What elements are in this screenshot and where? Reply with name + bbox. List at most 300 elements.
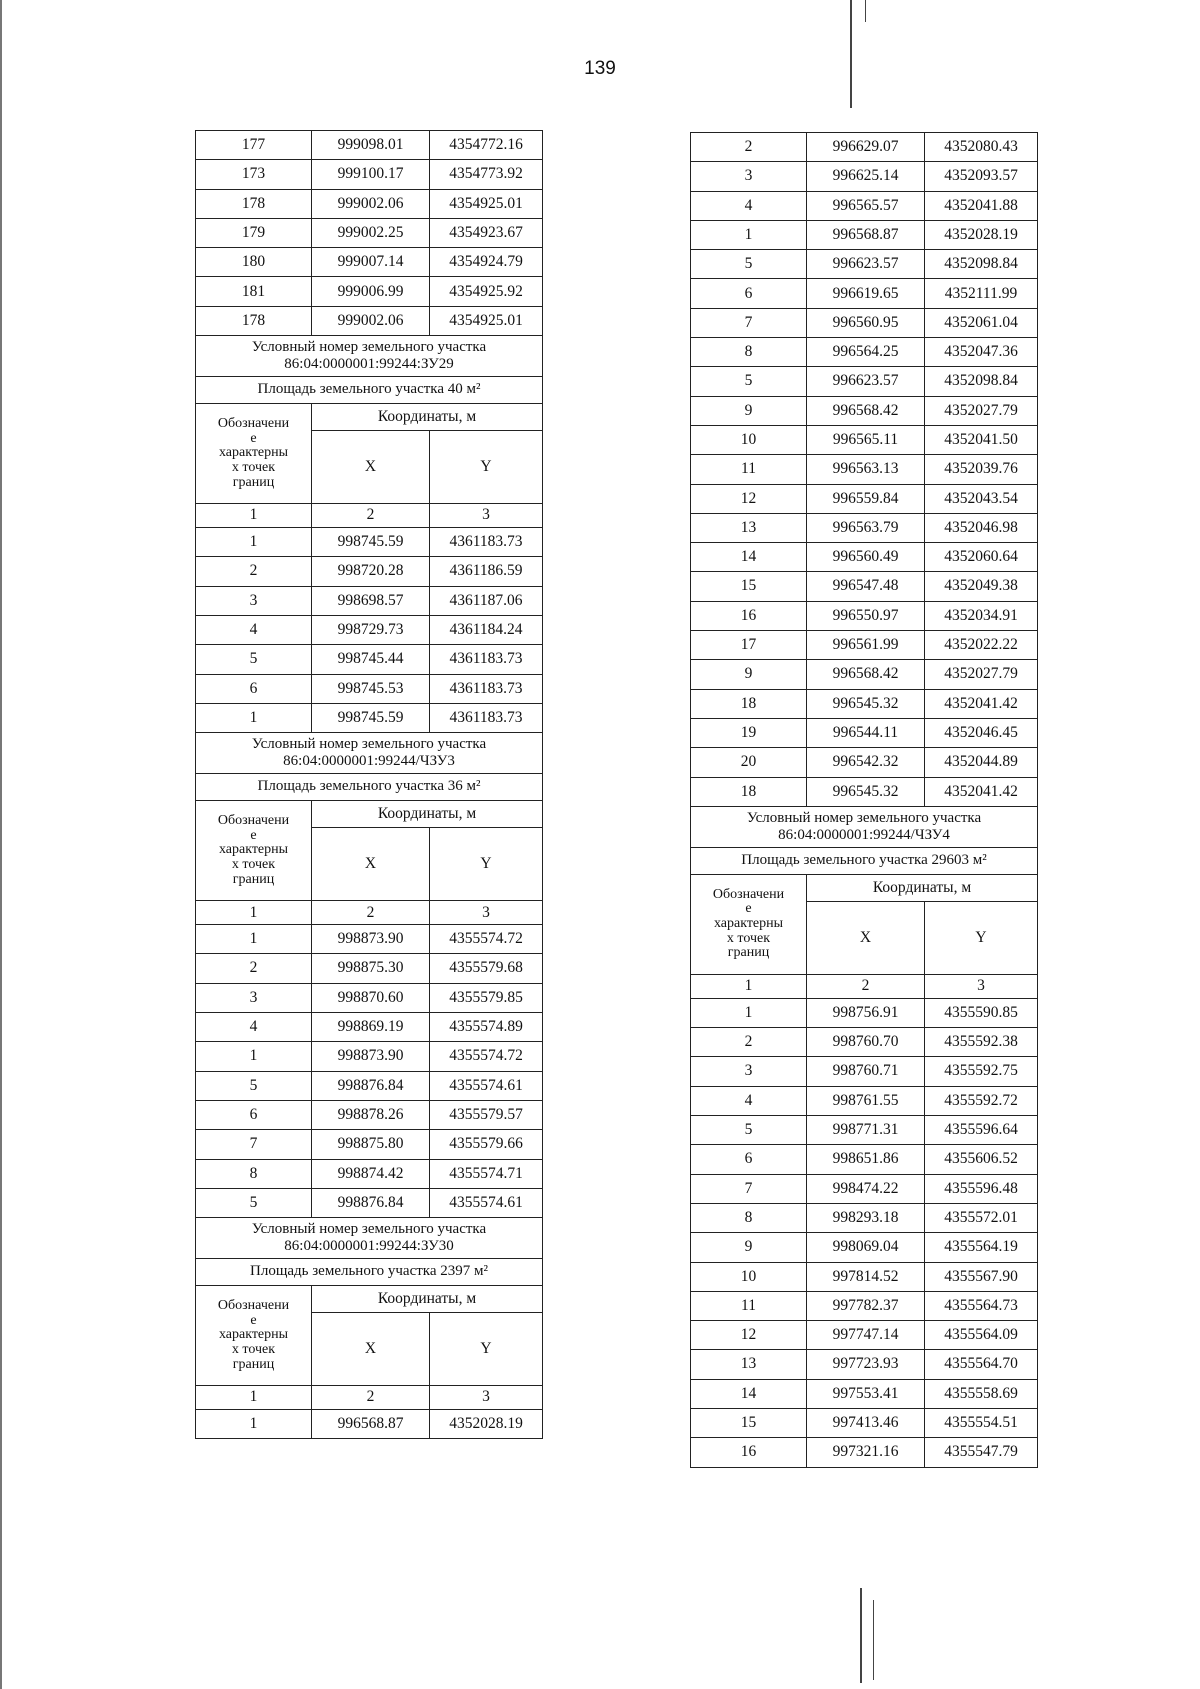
x-coordinate-cell: 996550.97 [807,601,925,630]
section-title-row [691,806,1038,847]
title-line: Условный номер земельного участка [746,809,982,826]
y-coordinate-cell: 4355579.66 [430,1130,543,1159]
y-header: Y [430,1313,543,1386]
y-coordinate-cell: 4352093.57 [925,162,1038,191]
x-coordinate-cell: 998878.26 [312,1100,430,1129]
point-number-cell: 5 [691,1116,807,1145]
y-coordinate-cell: 4355592.38 [925,1028,1038,1057]
point-number-cell: 7 [691,1174,807,1203]
x-coordinate-cell: 998870.60 [312,983,430,1012]
y-coordinate-cell: 4352044.89 [925,748,1038,777]
y-coordinate-cell: 4352043.54 [925,484,1038,513]
point-number-cell: 9 [691,1233,807,1262]
table-row [196,983,543,1012]
header-line: х точек [231,1341,276,1357]
y-coordinate-cell: 4355554.51 [925,1408,1038,1437]
table-row [691,1116,1038,1145]
section-title-row [196,336,543,377]
header-line: характерны [218,1327,289,1343]
coordinates-table-left [195,130,543,1439]
point-number-cell: 10 [691,1262,807,1291]
point-number-cell: 9 [691,660,807,689]
column-number: 1 [196,1386,312,1410]
x-coordinate-cell: 996629.07 [807,133,925,162]
x-coordinate-cell: 996568.87 [807,220,925,249]
coordinates-table-right [690,132,1038,1468]
y-coordinate-cell: 4355579.57 [430,1100,543,1129]
coordinates-header: Координаты, м [312,801,543,828]
x-coordinate-cell: 996623.57 [807,250,925,279]
y-coordinate-cell: 4355574.71 [430,1159,543,1188]
y-coordinate-cell: 4355564.73 [925,1291,1038,1320]
point-number-cell: 20 [691,748,807,777]
y-coordinate-cell: 4352022.22 [925,631,1038,660]
table-row [196,586,543,615]
x-coordinate-cell: 998771.31 [807,1116,925,1145]
point-number-cell: 1 [691,220,807,249]
point-number-cell: 5 [196,1188,312,1217]
table-row [691,777,1038,806]
point-number-cell: 4 [691,191,807,220]
table-row [691,1145,1038,1174]
table-row [691,279,1038,308]
table-row [691,308,1038,337]
x-coordinate-cell: 996559.84 [807,484,925,513]
coordinates-header: Координаты, м [312,1286,543,1313]
table-row [691,1350,1038,1379]
point-number-cell: 1 [196,1410,312,1439]
table-row [196,189,543,218]
table-row [196,615,543,644]
table-row [691,1262,1038,1291]
table-row [691,1291,1038,1320]
point-number-cell: 8 [691,338,807,367]
table-row [691,250,1038,279]
x-coordinate-cell: 998720.28 [312,557,430,586]
scan-mark-bottom-2 [873,1600,874,1680]
point-number-cell: 178 [196,306,312,335]
y-coordinate-cell: 4352041.42 [925,689,1038,718]
column-number: 3 [430,504,543,528]
y-coordinate-cell: 4355579.68 [430,954,543,983]
x-coordinate-cell: 999100.17 [312,160,430,189]
table-row [691,133,1038,162]
x-coordinate-cell: 996545.32 [807,689,925,718]
column-number-row [691,974,1038,998]
x-coordinate-cell: 997321.16 [807,1438,925,1467]
x-coordinate-cell: 996542.32 [807,748,925,777]
y-coordinate-cell: 4355592.72 [925,1086,1038,1115]
y-coordinate-cell: 4352027.79 [925,660,1038,689]
y-coordinate-cell: 4354924.79 [430,248,543,277]
x-coordinate-cell: 998745.53 [312,674,430,703]
point-number-cell: 5 [196,645,312,674]
y-coordinate-cell: 4354925.01 [430,306,543,335]
table-row [196,160,543,189]
point-number-cell: 1 [691,998,807,1027]
x-coordinate-cell: 998875.80 [312,1130,430,1159]
x-coordinate-cell: 996565.57 [807,191,925,220]
y-coordinate-cell: 4355579.85 [430,983,543,1012]
y-coordinate-cell: 4355564.09 [925,1321,1038,1350]
scan-mark-top-2 [865,0,866,22]
area-label: Площадь земельного участка 40 м² [196,377,543,404]
x-header: X [807,901,925,974]
header-line: е [250,430,257,446]
x-coordinate-cell: 997553.41 [807,1379,925,1408]
y-coordinate-cell: 4355572.01 [925,1203,1038,1232]
point-number-cell: 10 [691,425,807,454]
area-label: Площадь земельного участка 2397 м² [196,1259,543,1286]
y-coordinate-cell: 4355558.69 [925,1379,1038,1408]
column-number-row [196,504,543,528]
column-number: 2 [807,974,925,998]
point-number-cell: 14 [691,543,807,572]
y-coordinate-cell: 4352039.76 [925,455,1038,484]
table-row [196,1100,543,1129]
y-coordinate-cell: 4361183.73 [430,703,543,732]
title-line: 86:04:0000001:99244/ЧЗУ3 [283,753,455,770]
coordinates-header: Координаты, м [312,404,543,431]
y-coordinate-cell: 4352098.84 [925,250,1038,279]
point-number-cell: 15 [691,1408,807,1437]
x-coordinate-cell: 996563.79 [807,513,925,542]
x-coordinate-cell: 998876.84 [312,1071,430,1100]
header-line: е [250,1312,257,1328]
table-row [691,718,1038,747]
column-number: 3 [430,901,543,925]
y-coordinate-cell: 4355574.61 [430,1071,543,1100]
column-number: 3 [925,974,1038,998]
point-number-cell: 2 [691,133,807,162]
x-header: X [312,1313,430,1386]
table-row [196,1130,543,1159]
x-header: X [312,828,430,901]
x-coordinate-cell: 996568.42 [807,660,925,689]
x-coordinate-cell: 997747.14 [807,1321,925,1350]
y-coordinate-cell: 4355606.52 [925,1145,1038,1174]
y-coordinate-cell: 4354925.92 [430,277,543,306]
x-coordinate-cell: 996560.49 [807,543,925,572]
point-number-cell: 13 [691,1350,807,1379]
title-line: 86:04:0000001:99244:ЗУ30 [284,1238,454,1255]
table-row [691,601,1038,630]
table-row [691,660,1038,689]
point-number-cell: 5 [691,367,807,396]
header-line: х точек [231,857,276,872]
y-coordinate-cell: 4354925.01 [430,189,543,218]
point-number-cell: 6 [196,1100,312,1129]
table-row [691,1174,1038,1203]
point-number-cell: 6 [196,674,312,703]
x-coordinate-cell: 996568.42 [807,396,925,425]
x-coordinate-cell: 998873.90 [312,925,430,954]
header-line: характерны [713,915,784,931]
table-row [691,484,1038,513]
scan-mark-top [850,0,852,108]
point-number-cell: 8 [196,1159,312,1188]
point-number-cell: 11 [691,455,807,484]
table-row [691,455,1038,484]
y-coordinate-cell: 4355547.79 [925,1438,1038,1467]
x-coordinate-cell: 997723.93 [807,1350,925,1379]
point-number-cell: 17 [691,631,807,660]
y-coordinate-cell: 4361183.73 [430,674,543,703]
table-row [691,1057,1038,1086]
point-number-cell: 5 [196,1071,312,1100]
x-coordinate-cell: 998874.42 [312,1159,430,1188]
area-label: Площадь земельного участка 36 м² [196,774,543,801]
table-row [691,572,1038,601]
column-number: 2 [312,1386,430,1410]
table-row [691,1203,1038,1232]
x-coordinate-cell: 998293.18 [807,1203,925,1232]
point-number-cell: 5 [691,250,807,279]
column-number: 1 [196,504,312,528]
designation-header [196,404,312,504]
header-line: Обозначени [217,812,290,828]
point-number-cell: 1 [196,925,312,954]
title-line: Условный номер земельного участка [251,735,487,752]
y-coordinate-cell: 4355596.48 [925,1174,1038,1203]
header-row [691,874,1038,901]
header-row [196,1286,543,1313]
y-coordinate-cell: 4361183.73 [430,528,543,557]
x-coordinate-cell: 996547.48 [807,572,925,601]
point-number-cell: 173 [196,160,312,189]
x-coordinate-cell: 996568.87 [312,1410,430,1439]
y-coordinate-cell: 4355592.75 [925,1057,1038,1086]
header-row [196,801,543,828]
table-row [196,131,543,160]
point-number-cell: 16 [691,1438,807,1467]
table-row [691,220,1038,249]
header-line: характерны [218,842,289,858]
point-number-cell: 3 [691,1057,807,1086]
header-line: Обозначени [712,886,785,902]
table-row [196,1042,543,1071]
x-coordinate-cell: 999006.99 [312,277,430,306]
y-coordinate-cell: 4352111.99 [925,279,1038,308]
y-coordinate-cell: 4352041.88 [925,191,1038,220]
table-row [196,925,543,954]
x-coordinate-cell: 997413.46 [807,1408,925,1437]
table-row [691,338,1038,367]
x-header: X [312,431,430,504]
point-number-cell: 7 [196,1130,312,1159]
x-coordinate-cell: 998761.55 [807,1086,925,1115]
column-number: 1 [196,901,312,925]
point-number-cell: 1 [196,703,312,732]
column-number-row [196,901,543,925]
y-coordinate-cell: 4361186.59 [430,557,543,586]
point-number-cell: 14 [691,1379,807,1408]
x-coordinate-cell: 997782.37 [807,1291,925,1320]
table-row [196,1159,543,1188]
table-row [691,396,1038,425]
header-line: х точек [231,459,276,475]
y-coordinate-cell: 4352047.36 [925,338,1038,367]
x-coordinate-cell: 999098.01 [312,131,430,160]
x-coordinate-cell: 998869.19 [312,1013,430,1042]
point-number-cell: 8 [691,1203,807,1232]
page-number: 139 [584,58,616,79]
title-line: Условный номер земельного участка [251,1220,487,1237]
y-coordinate-cell: 4355564.70 [925,1350,1038,1379]
point-number-cell: 180 [196,248,312,277]
point-number-cell: 3 [691,162,807,191]
cadastral-number-title [196,1218,543,1259]
header-row [196,404,543,431]
point-number-cell: 4 [196,1013,312,1042]
point-number-cell: 3 [196,586,312,615]
point-number-cell: 9 [691,396,807,425]
y-coordinate-cell: 4355596.64 [925,1116,1038,1145]
title-line: 86:04:0000001:99244/ЧЗУ4 [778,826,950,843]
y-coordinate-cell: 4352049.38 [925,572,1038,601]
area-row [196,377,543,404]
x-coordinate-cell: 998760.71 [807,1057,925,1086]
table-row [691,513,1038,542]
x-coordinate-cell: 998745.59 [312,703,430,732]
y-coordinate-cell: 4352041.42 [925,777,1038,806]
x-coordinate-cell: 999002.06 [312,189,430,218]
table-row [196,557,543,586]
header-line: границ [232,1356,275,1372]
table-row [196,277,543,306]
y-coordinate-cell: 4352060.64 [925,543,1038,572]
header-line: Обозначени [217,415,290,431]
y-coordinate-cell: 4354772.16 [430,131,543,160]
table-row [196,1410,543,1439]
header-line: е [250,827,257,843]
table-row [196,1188,543,1217]
coordinates-header: Координаты, м [807,874,1038,901]
y-coordinate-cell: 4352098.84 [925,367,1038,396]
y-coordinate-cell: 4361187.06 [430,586,543,615]
x-coordinate-cell: 997814.52 [807,1262,925,1291]
point-number-cell: 16 [691,601,807,630]
y-coordinate-cell: 4352028.19 [430,1410,543,1439]
point-number-cell: 2 [196,954,312,983]
y-coordinate-cell: 4355567.90 [925,1262,1038,1291]
point-number-cell: 13 [691,513,807,542]
y-coordinate-cell: 4355564.19 [925,1233,1038,1262]
y-coordinate-cell: 4354923.67 [430,218,543,247]
x-coordinate-cell: 996565.11 [807,425,925,454]
table-row [691,543,1038,572]
x-coordinate-cell: 998729.73 [312,615,430,644]
table-row [691,191,1038,220]
table-row [196,645,543,674]
header-line: границ [232,474,275,490]
section-title-row [196,733,543,774]
y-header: Y [925,901,1038,974]
y-coordinate-cell: 4352046.45 [925,718,1038,747]
point-number-cell: 2 [691,1028,807,1057]
table-row [196,306,543,335]
point-number-cell: 3 [196,983,312,1012]
point-number-cell: 2 [196,557,312,586]
table-row [691,425,1038,454]
y-coordinate-cell: 4352027.79 [925,396,1038,425]
table-row [691,689,1038,718]
point-number-cell: 7 [691,308,807,337]
table-row [691,1028,1038,1057]
x-coordinate-cell: 998745.44 [312,645,430,674]
x-coordinate-cell: 996544.11 [807,718,925,747]
table-row [691,748,1038,777]
point-number-cell: 179 [196,218,312,247]
point-number-cell: 4 [691,1086,807,1115]
y-header: Y [430,828,543,901]
y-coordinate-cell: 4355590.85 [925,998,1038,1027]
x-coordinate-cell: 998069.04 [807,1233,925,1262]
column-number-row [196,1386,543,1410]
x-coordinate-cell: 998876.84 [312,1188,430,1217]
title-line: 86:04:0000001:99244:ЗУ29 [284,356,454,373]
x-coordinate-cell: 998474.22 [807,1174,925,1203]
x-coordinate-cell: 996545.32 [807,777,925,806]
point-number-cell: 4 [196,615,312,644]
point-number-cell: 6 [691,1145,807,1174]
designation-header [196,1286,312,1386]
cadastral-number-title [196,336,543,377]
section-title-row [196,1218,543,1259]
header-line: границ [727,945,770,961]
y-coordinate-cell: 4355574.72 [430,925,543,954]
cadastral-number-title [691,806,1038,847]
table-row [691,998,1038,1027]
area-label: Площадь земельного участка 29603 м² [691,847,1038,874]
point-number-cell: 18 [691,689,807,718]
point-number-cell: 15 [691,572,807,601]
y-header: Y [430,431,543,504]
x-coordinate-cell: 998873.90 [312,1042,430,1071]
table-row [691,1321,1038,1350]
table-row [691,367,1038,396]
table-row [691,1408,1038,1437]
area-row [196,1259,543,1286]
y-coordinate-cell: 4355574.61 [430,1188,543,1217]
y-coordinate-cell: 4352028.19 [925,220,1038,249]
x-coordinate-cell: 999007.14 [312,248,430,277]
x-coordinate-cell: 996625.14 [807,162,925,191]
table-row [691,1086,1038,1115]
point-number-cell: 11 [691,1291,807,1320]
point-number-cell: 178 [196,189,312,218]
y-coordinate-cell: 4352080.43 [925,133,1038,162]
x-coordinate-cell: 998698.57 [312,586,430,615]
x-coordinate-cell: 996560.95 [807,308,925,337]
x-coordinate-cell: 999002.06 [312,306,430,335]
header-line: Обозначени [217,1297,290,1313]
designation-header [691,874,807,974]
table-row [196,674,543,703]
point-number-cell: 19 [691,718,807,747]
area-row [196,774,543,801]
y-coordinate-cell: 4355574.72 [430,1042,543,1071]
header-line: е [745,901,752,917]
y-coordinate-cell: 4361184.24 [430,615,543,644]
table-row [196,1071,543,1100]
table-row [196,248,543,277]
y-coordinate-cell: 4352041.50 [925,425,1038,454]
y-coordinate-cell: 4352034.91 [925,601,1038,630]
table-row [196,218,543,247]
table-row [691,1233,1038,1262]
x-coordinate-cell: 998745.59 [312,528,430,557]
